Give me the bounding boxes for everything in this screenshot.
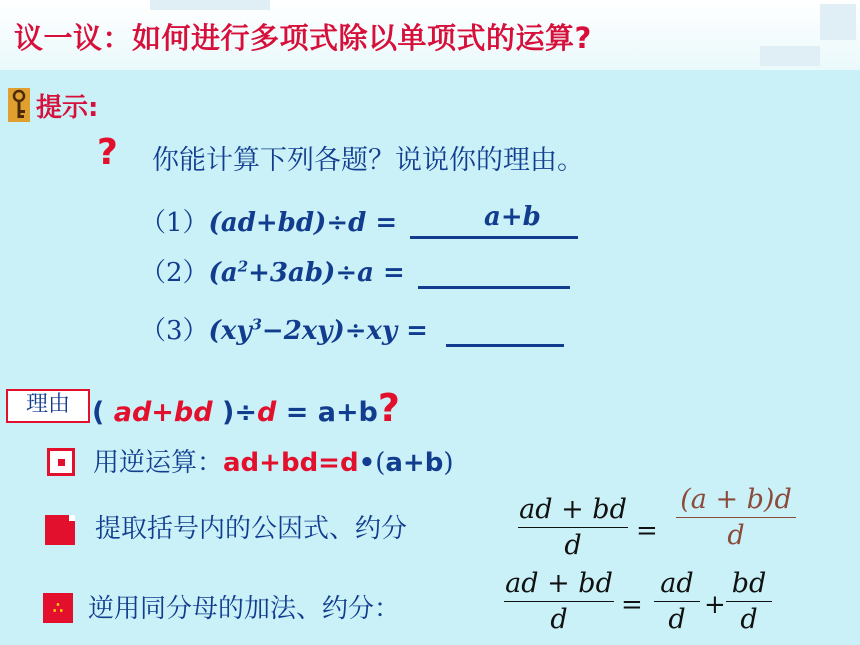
fraction-bar (654, 601, 700, 602)
result-expr: a+b (317, 397, 378, 428)
step-expression: ad+bd=d (223, 448, 359, 478)
reason-label: 理由 (6, 389, 90, 423)
fraction-bar (676, 517, 796, 518)
problem-expression: (xy (208, 316, 252, 346)
answer-blank-2 (418, 256, 570, 289)
slide-title: 议一议：如何进行多项式除以单项式的运算? (14, 21, 592, 55)
fraction-term-1 (654, 568, 700, 635)
answer-blank-3 (446, 314, 564, 347)
equals-sign: = (285, 397, 309, 428)
step-fraction-label: 逆用同分母的加法、约分： (88, 594, 401, 624)
paren-open: ( (92, 397, 105, 428)
paren-open: ( (375, 448, 386, 478)
fraction-term-2 (726, 568, 772, 635)
step-factor-label: 提取括号内的公因式、约分 (95, 514, 408, 544)
fraction-bar (518, 527, 628, 528)
fraction-bar (504, 601, 614, 602)
denominator: d (564, 530, 582, 561)
exponent: 3 (251, 315, 262, 334)
fraction-rhs (676, 484, 796, 551)
question-text: 你能计算下列各题？说说你的理由。 (152, 145, 584, 176)
step-inverse-operation (93, 442, 453, 479)
equals-sign: = (636, 516, 658, 546)
denominator: d (550, 604, 568, 635)
problem-expression: −2xy)÷xy = (261, 316, 428, 346)
problem-number: （3） (140, 316, 209, 346)
problem-number: （2） (140, 258, 209, 288)
divide-sign: ÷ (234, 397, 257, 428)
step-expression: a+b (385, 448, 444, 478)
problem-1 (140, 202, 397, 239)
numerator: bd (731, 568, 767, 599)
exponent: 2 (237, 257, 249, 276)
problem-expression: +3ab)÷a = (248, 258, 405, 288)
problem-2 (140, 252, 405, 289)
multiply-dot: • (358, 448, 376, 478)
question-mark-icon: ? (377, 386, 400, 430)
numerator-expr: ad+bd (113, 397, 213, 428)
equals-sign: = (621, 590, 643, 620)
question-mark-icon: ? (97, 132, 118, 173)
banner-decoration (820, 4, 856, 40)
bullet-icon: ∴ (43, 593, 73, 623)
numerator: ad + bd (505, 568, 613, 599)
denominator: d (740, 604, 758, 635)
problem-number: （1） (140, 208, 209, 238)
bullet-icon (47, 448, 75, 476)
paren-close: ) (221, 397, 235, 428)
key-icon (8, 88, 30, 122)
problem-3 (140, 310, 428, 347)
problem-expression: (a (208, 258, 238, 288)
numerator: ad (660, 568, 694, 599)
reason-expression (92, 386, 400, 430)
fraction-bar (726, 601, 772, 602)
fraction-lhs (518, 494, 628, 561)
fraction-lhs (504, 568, 614, 635)
banner-decoration (760, 46, 820, 66)
paren-close: ) (443, 448, 454, 478)
step-label: 用逆运算： (93, 448, 224, 478)
hint-label: 提示: (36, 93, 99, 123)
divisor: d (256, 397, 277, 428)
denominator: d (668, 604, 686, 635)
plus-sign: + (704, 590, 726, 620)
denominator: d (727, 520, 745, 551)
problem-expression: (ad+bd)÷d = (208, 208, 398, 238)
bullet-icon (45, 515, 75, 545)
numerator: (a + b)d (680, 484, 792, 515)
answer-1: a+b (484, 202, 541, 232)
banner-decoration (150, 0, 270, 10)
numerator: ad + bd (519, 494, 627, 525)
